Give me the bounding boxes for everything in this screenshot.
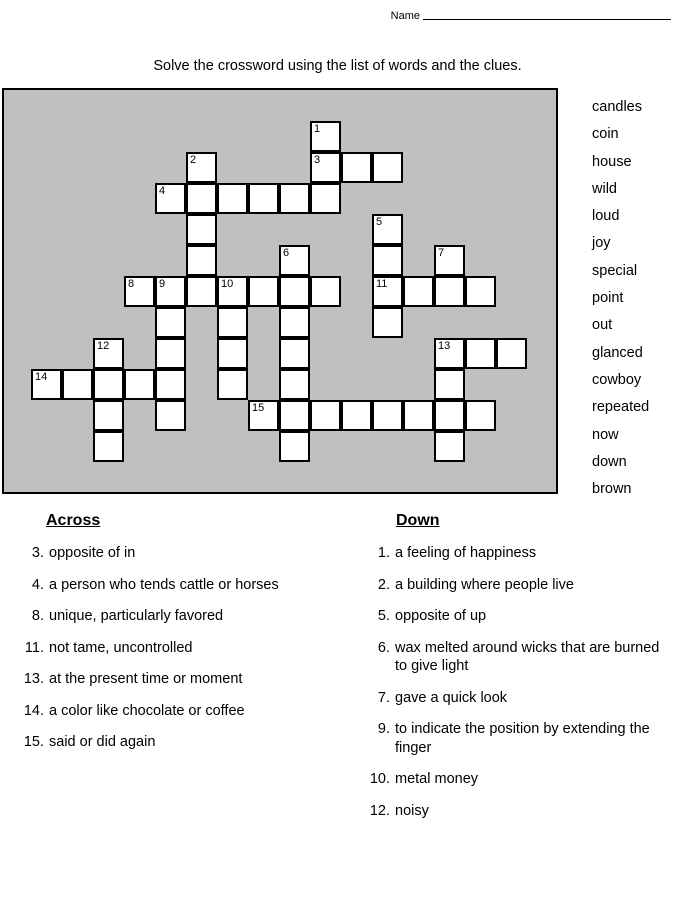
- crossword-cell[interactable]: [155, 400, 186, 431]
- clue-text: metal money: [395, 771, 479, 787]
- crossword-cell[interactable]: [310, 276, 341, 307]
- crossword-cell[interactable]: [155, 369, 186, 400]
- instruction-text: Solve the crossword using the list of words and the clues.: [153, 58, 522, 74]
- crossword-cell[interactable]: [155, 183, 186, 214]
- crossword-cell[interactable]: [186, 152, 217, 183]
- crossword-cell[interactable]: [310, 400, 341, 431]
- cell-number: 12: [97, 340, 110, 352]
- clue-number: 5.: [377, 608, 390, 624]
- crossword-cell[interactable]: [279, 245, 310, 276]
- name-write-line[interactable]: [423, 18, 671, 20]
- cell-number: 3: [314, 154, 321, 166]
- crossword-cell[interactable]: [279, 183, 310, 214]
- clue-item: [14, 733, 354, 752]
- clue-number: 3.: [31, 545, 44, 561]
- clue-item: [360, 607, 675, 626]
- puzzle-area: [2, 88, 558, 494]
- crossword-cell[interactable]: [93, 369, 124, 400]
- clue-text: a color like chocolate or coffee: [49, 702, 245, 719]
- crossword-cell[interactable]: [217, 307, 248, 338]
- clue-number: 14.: [23, 702, 44, 719]
- clue-item: [14, 702, 354, 721]
- word-bank-item: glanced: [592, 344, 643, 361]
- crossword-cell[interactable]: [186, 245, 217, 276]
- crossword-cell[interactable]: [31, 369, 62, 400]
- crossword-cell[interactable]: [372, 152, 403, 183]
- name-label: Name: [390, 10, 420, 22]
- crossword-cell[interactable]: [93, 431, 124, 462]
- crossword-cell[interactable]: [155, 338, 186, 369]
- cell-number: 1: [314, 123, 321, 135]
- clue-number: 4.: [31, 576, 44, 593]
- clue-item: [14, 576, 354, 595]
- clue-text: not tame, uncontrolled: [49, 639, 193, 656]
- crossword-cell[interactable]: [310, 183, 341, 214]
- word-bank-item: repeated: [592, 399, 650, 416]
- cell-number: 2: [190, 154, 197, 166]
- word-bank-item: wild: [592, 180, 617, 197]
- clue-text: at the present time or moment: [49, 671, 243, 687]
- crossword-cell[interactable]: [434, 245, 465, 276]
- crossword-cell[interactable]: [279, 276, 310, 307]
- crossword-cell[interactable]: [93, 338, 124, 369]
- crossword-cell[interactable]: [186, 183, 217, 214]
- clue-number: 8.: [31, 608, 44, 624]
- crossword-cell[interactable]: [248, 276, 279, 307]
- clue-item: [360, 544, 675, 563]
- crossword-cell[interactable]: [372, 214, 403, 245]
- clue-item: [14, 607, 354, 626]
- crossword-cell[interactable]: [279, 307, 310, 338]
- crossword-cell[interactable]: [434, 400, 465, 431]
- crossword-cell[interactable]: [310, 121, 341, 152]
- crossword-cell[interactable]: [372, 245, 403, 276]
- crossword-cell[interactable]: [217, 369, 248, 400]
- clue-text: opposite of in: [49, 545, 136, 561]
- crossword-cell[interactable]: [248, 183, 279, 214]
- crossword-cell[interactable]: [124, 369, 155, 400]
- clue-item: [360, 639, 675, 676]
- crossword-cell[interactable]: [217, 183, 248, 214]
- clue-number: 6.: [377, 639, 390, 656]
- clue-number: 1.: [377, 545, 390, 561]
- clue-number: 2.: [377, 576, 390, 593]
- clue-text: noisy: [395, 802, 429, 819]
- down-heading: Down: [396, 512, 440, 529]
- across-heading: Across: [46, 512, 101, 529]
- crossword-cell[interactable]: [372, 276, 403, 307]
- word-bank: [592, 94, 675, 503]
- clue-item: [14, 639, 354, 658]
- crossword-cell[interactable]: [403, 400, 434, 431]
- clue-number: 9.: [377, 721, 390, 737]
- clue-text: opposite of up: [395, 608, 487, 624]
- word-bank-item: cowboy: [592, 371, 642, 388]
- cell-number: 7: [438, 247, 445, 259]
- crossword-cell[interactable]: [155, 276, 186, 307]
- cell-number: 11: [376, 278, 388, 290]
- crossword-cell[interactable]: [434, 369, 465, 400]
- crossword-cell[interactable]: [124, 276, 155, 307]
- word-bank-item: joy: [592, 235, 611, 252]
- clue-text: unique, particularly favored: [49, 608, 224, 624]
- word-bank-item: loud: [592, 208, 620, 225]
- clue-number: 13.: [23, 671, 44, 687]
- crossword-cell[interactable]: [341, 400, 372, 431]
- crossword-cell[interactable]: [217, 276, 248, 307]
- clue-item: [360, 720, 675, 757]
- clue-number: 10.: [369, 771, 390, 787]
- clues-section: [0, 512, 675, 900]
- crossword-cell[interactable]: [279, 369, 310, 400]
- crossword-grid[interactable]: [2, 88, 558, 494]
- across-column: [14, 512, 354, 765]
- down-clue-list: [360, 544, 675, 820]
- crossword-cell[interactable]: [465, 400, 496, 431]
- crossword-cell[interactable]: [155, 307, 186, 338]
- word-bank-item: out: [592, 317, 613, 334]
- crossword-cell[interactable]: [434, 338, 465, 369]
- cell-number: 8: [128, 278, 135, 290]
- clue-text: a feeling of happiness: [395, 545, 537, 561]
- down-column: [360, 512, 675, 833]
- word-bank-item: brown: [592, 481, 632, 498]
- cell-number: 15: [252, 402, 265, 414]
- clue-text: gave a quick look: [395, 689, 508, 706]
- across-clue-list: [14, 544, 354, 752]
- cell-number: 14: [35, 371, 48, 383]
- clue-item: [360, 689, 675, 708]
- cell-number: 4: [159, 185, 166, 197]
- clue-text: a building where people live: [395, 576, 574, 593]
- crossword-cell[interactable]: [279, 400, 310, 431]
- crossword-cell[interactable]: [279, 338, 310, 369]
- crossword-cell[interactable]: [186, 214, 217, 245]
- crossword-cell[interactable]: [248, 400, 279, 431]
- clue-number: 15.: [23, 734, 44, 750]
- word-bank-item: candles: [592, 99, 642, 115]
- crossword-cell[interactable]: [434, 276, 465, 307]
- crossword-cell[interactable]: [279, 431, 310, 462]
- cell-number: 10: [221, 278, 234, 290]
- clue-text: wax melted around wicks that are burned to give light: [395, 639, 660, 674]
- clue-item: [360, 802, 675, 821]
- crossword-cell[interactable]: [496, 338, 527, 369]
- crossword-cell[interactable]: [434, 431, 465, 462]
- crossword-cell[interactable]: [341, 152, 372, 183]
- clue-number: 12.: [369, 802, 390, 819]
- clue-number: 7.: [377, 689, 390, 706]
- crossword-cell[interactable]: [465, 276, 496, 307]
- word-bank-item: now: [592, 426, 619, 443]
- clue-number: 11.: [24, 639, 44, 656]
- cell-number: 13: [438, 340, 451, 352]
- crossword-cell[interactable]: [186, 276, 217, 307]
- clue-text: said or did again: [49, 734, 156, 750]
- clue-text: a person who tends cattle or horses: [49, 576, 279, 593]
- clue-text: to indicate the position by extending the finger: [395, 721, 650, 756]
- crossword-cell[interactable]: [403, 276, 434, 307]
- clue-item: [360, 576, 675, 595]
- word-bank-item: point: [592, 290, 624, 307]
- crossword-cell[interactable]: [372, 400, 403, 431]
- clue-item: [360, 770, 675, 789]
- cell-number: 5: [376, 216, 383, 228]
- word-bank-item: house: [592, 153, 632, 170]
- crossword-cell[interactable]: [62, 369, 93, 400]
- crossword-cell[interactable]: [465, 338, 496, 369]
- word-bank-item: coin: [592, 126, 619, 143]
- crossword-cell[interactable]: [372, 307, 403, 338]
- crossword-cell[interactable]: [310, 152, 341, 183]
- cell-number: 6: [283, 247, 290, 259]
- name-field-row: [0, 0, 675, 22]
- clue-item: [14, 544, 354, 563]
- clue-item: [14, 670, 354, 689]
- cell-number: 9: [159, 278, 166, 290]
- word-bank-item: special: [592, 262, 638, 279]
- crossword-cell[interactable]: [93, 400, 124, 431]
- crossword-cell[interactable]: [217, 338, 248, 369]
- word-bank-item: down: [592, 453, 627, 470]
